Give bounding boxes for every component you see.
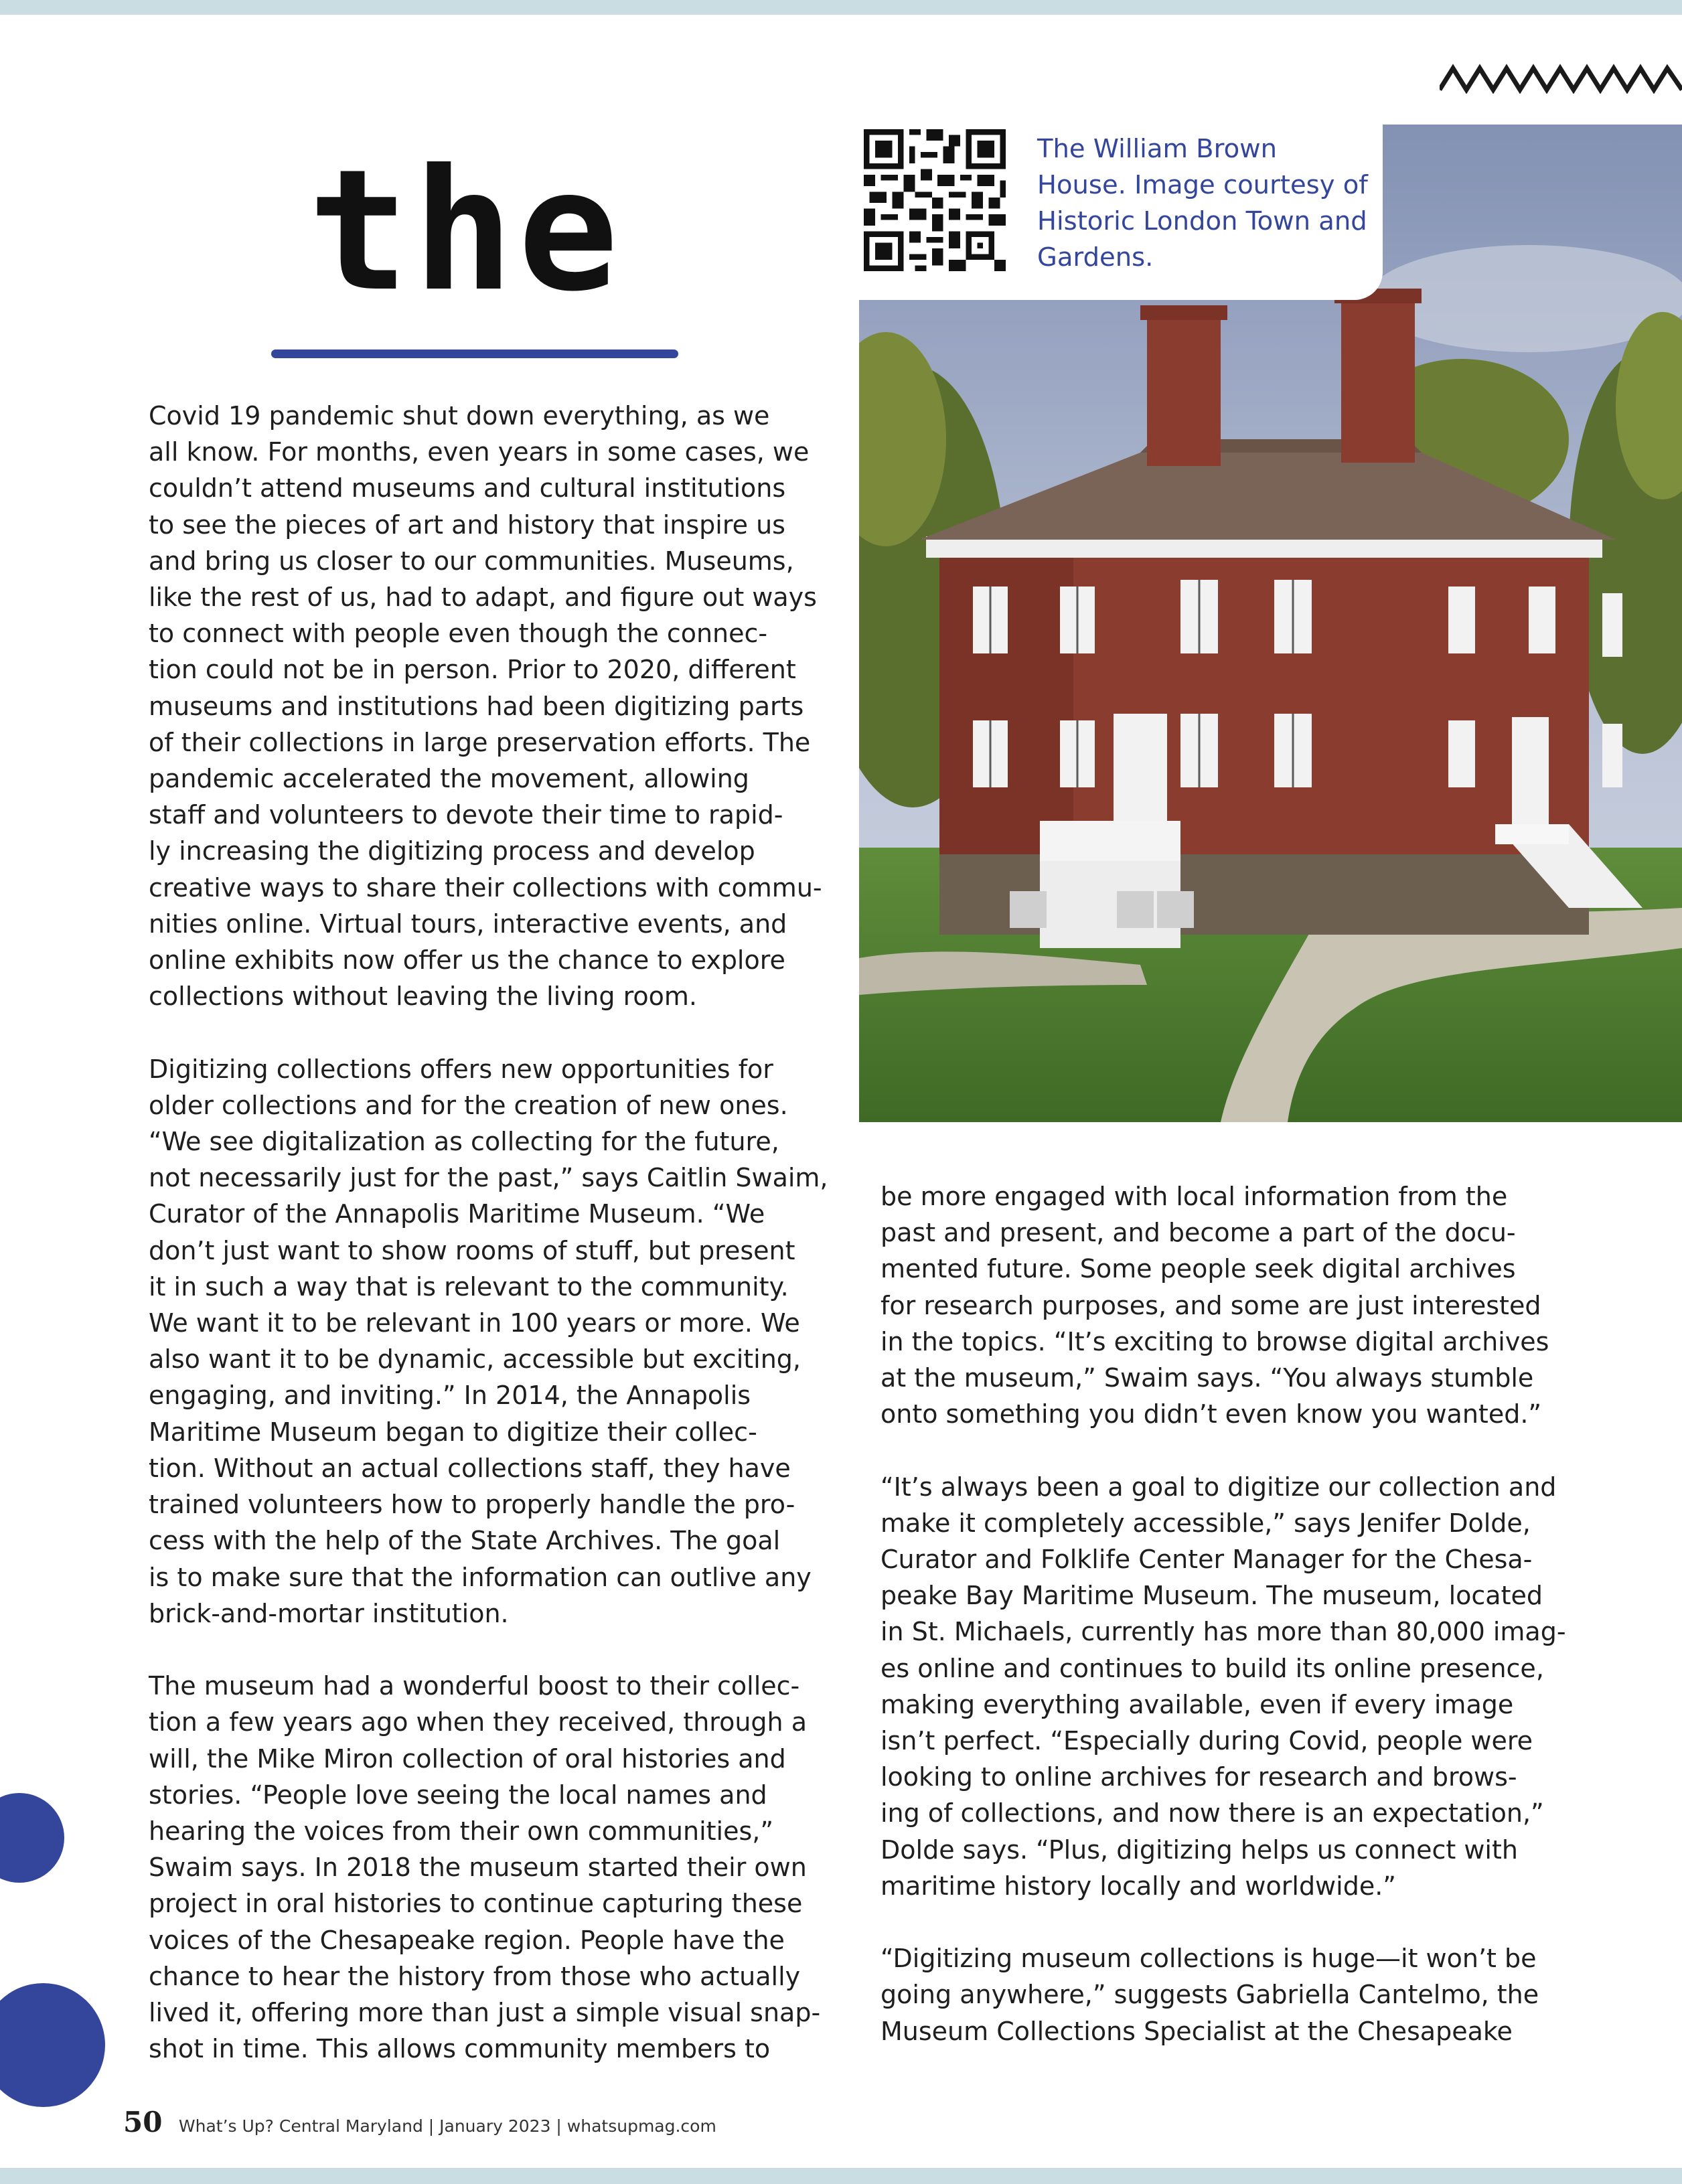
decorative-circle-icon bbox=[0, 1793, 64, 1883]
top-edge-band bbox=[0, 0, 1682, 15]
page-number: 50 bbox=[123, 2106, 163, 2138]
article-body-left-column: Covid 19 pandemic shut down everything, as we all know. For months, even years in some cases, we couldn’t attend museums and cultural institutions to see the pieces of art and history that inspire us and bring us closer to our communities. Museums, like the rest of us, had to adapt, and figure out ways to connect with people even though the connec- tion could not be in person. Prior to 2020, different museums and institutions had been digitizing parts of their collections in large preservation efforts. The pandemic accelerated the movement, allowing staff and volunteers to devote their time to rapid- ly increasing the digitizing process and develop creative ways to share their collections with commu- nities online. Virtual tours, interactive events, and online exhibits now offer us the chance to explore collections without leaving the living room. Digitizing collections offers new opportunities for older collections and for the creation of new ones. “We see digitalization as collecting for the future, not necessarily just for the past,” says Caitlin Swaim, Curator of the Annapolis Maritime Museum. “We don’t just want to show rooms of stuff, but present it in such a way that is relevant to the community. We want it to be relevant in 100 years or more. We also want it to be dynamic, accessible but exciting, engaging, and inviting.” In 2014, the Annapolis Maritime Museum began to digitize their collec- tion. Without an actual collections staff, they have trained volunteers how to properly handle the pro- cess with the help of the State Archives. The goal is to make sure that the information can outlive any brick-and-mortar institution. The museum had a wonderful boost to their collec- tion a few years ago when they received, through a will, the Mike Miron collection of oral histories and stories. “People love seeing the local names and hearing the voices from their own communities,” Swaim says. In 2018 the museum started their own project in oral histories to continue capturing these voices of the Chesapeake region. People have the chance to hear the history from those who actually lived it, offering more than just a simple visual snap- shot in time. This allows community members to bbox=[149, 401, 828, 2064]
page-footer bbox=[123, 2102, 716, 2142]
article-headline: the bbox=[308, 133, 623, 328]
decorative-circle-large-icon bbox=[0, 1983, 105, 2107]
bottom-edge-band bbox=[0, 2168, 1682, 2184]
article-body-right-column: be more engaged with local information from the past and present, and become a part of the docu- mented future. Some people seek digital archives for research purposes, and some are just interested in the topics. “It’s exciting to browse digital archives at the museum,” Swaim says. “You always stumble onto something you didn’t even know you wanted.” “It’s always been a goal to digitize our collection and make it completely accessible,” says Jenifer Dolde, Curator and Folklife Center Manager for the Chesa- peake Bay Maritime Museum. The museum, located in St. Michaels, currently has more than 80,000 imag- es online and continues to build its online presence, making everything available, even if every image isn’t perfect. “Especially during Covid, people were looking to online archives for research and brows- ing of collections, and now there is an expectation,” Dolde says. “Plus, digitizing helps us connect with maritime history locally and worldwide.” “Digitizing museum collections is huge—it won’t be going anywhere,” suggests Gabriella Cantelmo, the Museum Collections Specialist at the Chesapeake bbox=[881, 1182, 1566, 2046]
publication-folio: What’s Up? Central Maryland | January 2023 | whatsupmag.com bbox=[178, 2116, 716, 2136]
headline-underline bbox=[271, 349, 678, 358]
zigzag-ornament-icon bbox=[1440, 59, 1682, 94]
photo-caption: The William Brown House. Image courtesy of Historic London Town and Gardens. bbox=[1037, 134, 1368, 272]
qr-code-icon bbox=[864, 129, 1006, 271]
